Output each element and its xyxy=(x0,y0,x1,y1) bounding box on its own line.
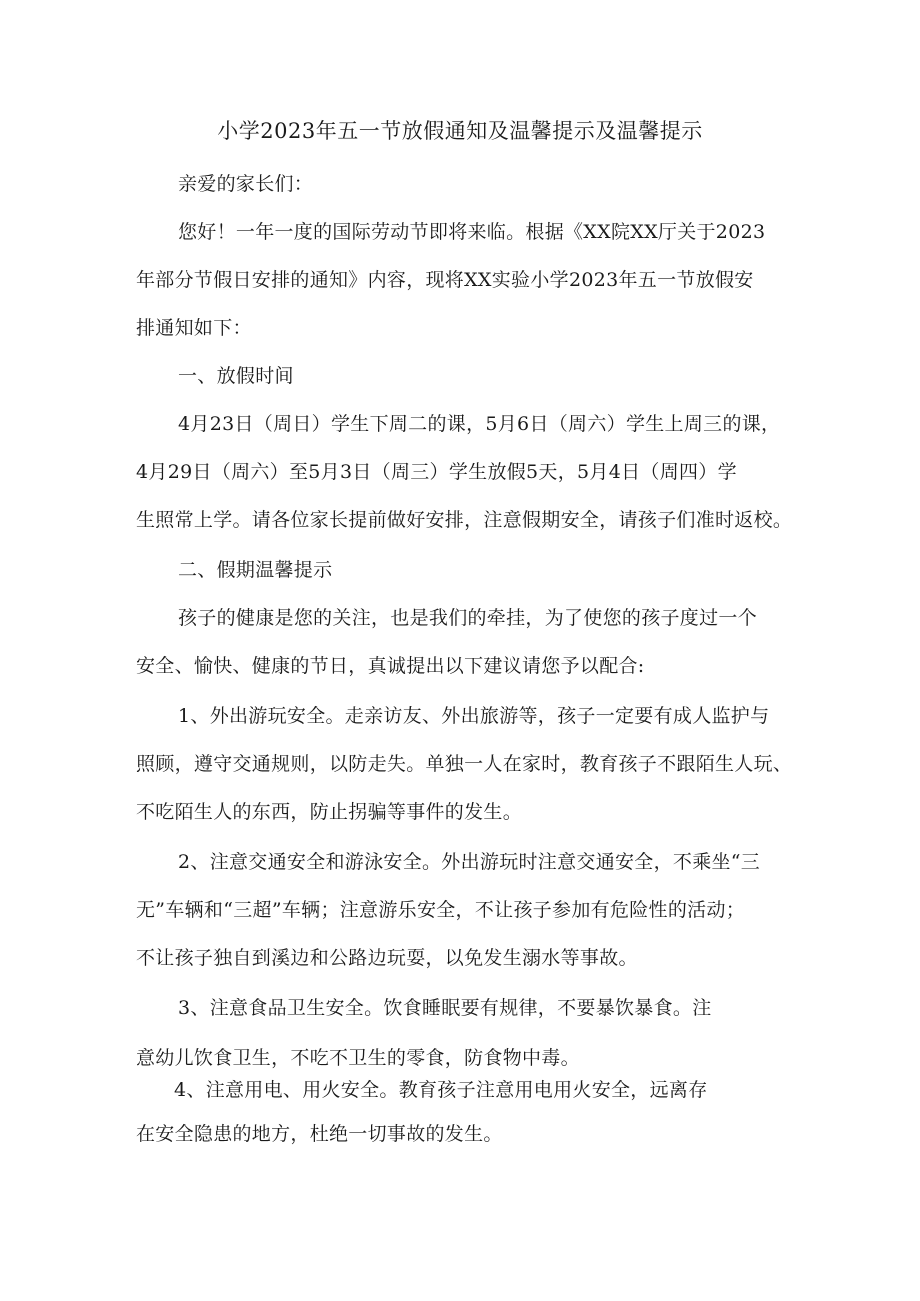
paragraph-line: 在安全隐患的地方，杜绝一切事故的发生。 xyxy=(136,1123,503,1145)
paragraph-line: 3、注意食品卫生安全。饮食睡眠要有规律，不要暴饮暴食。注 xyxy=(178,997,712,1019)
paragraph-line: 不吃陌生人的东西，防止拐骗等事件的发生。 xyxy=(136,801,523,823)
paragraph-line: 孩子的健康是您的关注，也是我们的牵挂，为了使您的孩子度过一个 xyxy=(178,607,758,629)
paragraph-line: 安全、愉快、健康的节日，真诚提出以下建议请您予以配合: xyxy=(136,655,645,677)
paragraph-line: 不让孩子独自到溪边和公路边玩耍，以免发生溺水等事故。 xyxy=(136,947,638,969)
paragraph-line: 照顾，遵守交通规则，以防走失。单独一人在家时，教育孩子不跟陌生人玩、 xyxy=(136,753,793,775)
paragraph-line: 2、注意交通安全和游泳安全。外出游玩时注意交通安全，不乘坐“三 xyxy=(178,851,761,873)
paragraph-line: 1、外出游玩安全。走亲访友、外出旅游等，孩子一定要有成人监护与 xyxy=(178,705,770,727)
paragraph-line: 年部分节假日安排的通知》内容，现将XX实验小学2023年五一节放假安 xyxy=(136,269,754,291)
salutation: 亲爱的家长们： xyxy=(178,173,314,195)
paragraph-line: 4月29日（周六）至5月3日（周三）学生放假5天，5月4日（周四）学 xyxy=(136,461,737,483)
document-title: 小学2023年五一节放假通知及温馨提示及温馨提示 xyxy=(217,119,703,143)
paragraph-line: 您好！一年一度的国际劳动节即将来临。根据《XX院XX厅关于2023 xyxy=(178,221,766,243)
paragraph-line: 生照常上学。请各位家长提前做好安排，注意假期安全，请孩子们准时返校。 xyxy=(136,509,793,531)
paragraph-line: 无”车辆和“三超”车辆；注意游乐安全，不让孩子参加有危险性的活动； xyxy=(136,899,746,921)
section-heading: 二、假期温馨提示 xyxy=(178,559,333,581)
paragraph-line: 排通知如下： xyxy=(136,317,252,339)
section-heading: 一、放假时间 xyxy=(178,365,294,387)
paragraph-line: 4月23日（周日）学生下周二的课，5月6日（周六）学生上周三的课， xyxy=(178,413,781,435)
paragraph-line: 4、注意用电、用火安全。教育孩子注意用电用火安全，远离存 xyxy=(174,1079,708,1101)
paragraph-line: 意幼儿饮食卫生，不吃不卫生的零食，防食物中毒。 xyxy=(136,1047,580,1069)
